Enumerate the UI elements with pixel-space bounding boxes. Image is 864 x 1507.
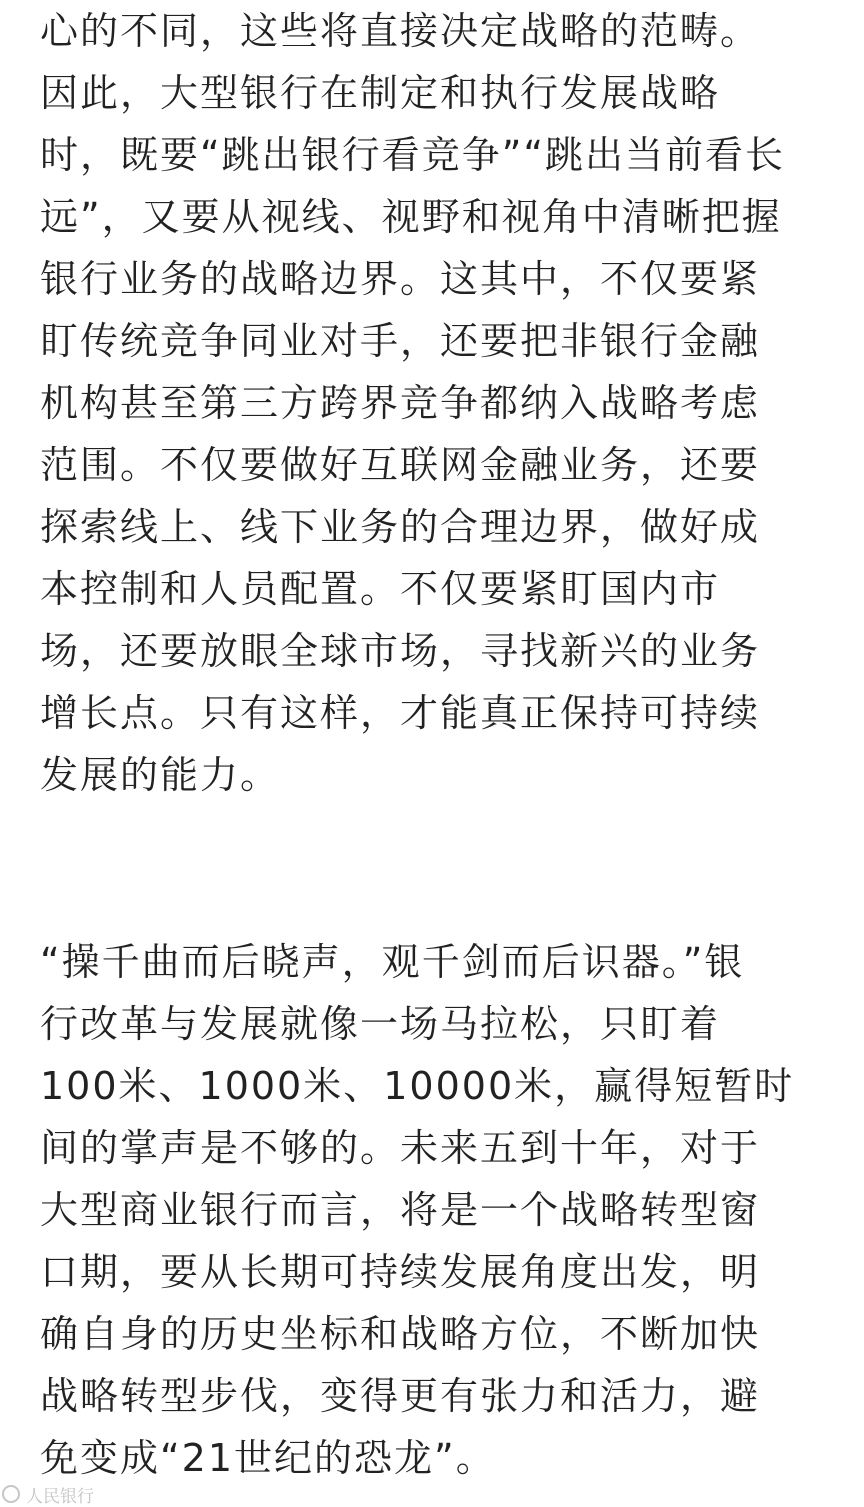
paragraph-line: 银行业务的战略边界。这其中，不仅要紧 <box>40 257 761 301</box>
paragraph-line: 范围。不仅要做好互联网金融业务，还要 <box>40 443 761 487</box>
paragraph-line: 间的掌声是不够的。未来五到十年，对于 <box>40 1126 761 1170</box>
paragraph-line: 机构甚至第三方跨界竞争都纳入战略考虑 <box>40 381 761 425</box>
paragraph-line: 100米、1000米、10000米，赢得短暂时 <box>40 1064 795 1108</box>
paragraph-line: 发展的能力。 <box>40 753 281 797</box>
paragraph-line: 免变成“21世纪的恐龙”。 <box>40 1436 496 1480</box>
paragraph-line: 场，还要放眼全球市场，寻找新兴的业务 <box>40 629 761 673</box>
paragraph-line: 盯传统竞争同业对手，还要把非银行金融 <box>40 319 761 363</box>
paragraph-line: 探索线上、线下业务的合理边界，做好成 <box>40 505 761 549</box>
paragraph-line: 心的不同，这些将直接决定战略的范畴。 <box>40 9 761 53</box>
paragraph-line: 行改革与发展就像一场马拉松，只盯着 <box>40 1002 721 1046</box>
paragraph-line: 大型商业银行而言，将是一个战略转型窗 <box>40 1188 761 1232</box>
paragraph-line: 因此，大型银行在制定和执行发展战略 <box>40 71 721 115</box>
watermark <box>0 1481 94 1507</box>
paragraph-line: 确自身的历史坐标和战略方位，不断加快 <box>40 1312 761 1356</box>
paragraph-line: 增长点。只有这样，才能真正保持可持续 <box>40 691 761 735</box>
watermark-text: 人民银行 <box>26 1486 94 1507</box>
paragraph-2 <box>40 931 794 1489</box>
paragraph-1 <box>40 0 785 806</box>
paragraph-line: 口期，要从长期可持续发展角度出发，明 <box>40 1250 761 1294</box>
paragraph-line: 战略转型步伐，变得更有张力和活力，避 <box>40 1374 761 1418</box>
watermark-logo-icon <box>2 1485 20 1503</box>
paragraph-line: 本控制和人员配置。不仅要紧盯国内市 <box>40 567 721 611</box>
paragraph-line: “操千曲而后晓声，观千剑而后识器。”银 <box>40 940 745 984</box>
paragraph-line: 时，既要“跳出银行看竞争”“跳出当前看长 <box>40 133 786 177</box>
paragraph-line: 远”，又要从视线、视野和视角中清晰把握 <box>40 195 782 239</box>
